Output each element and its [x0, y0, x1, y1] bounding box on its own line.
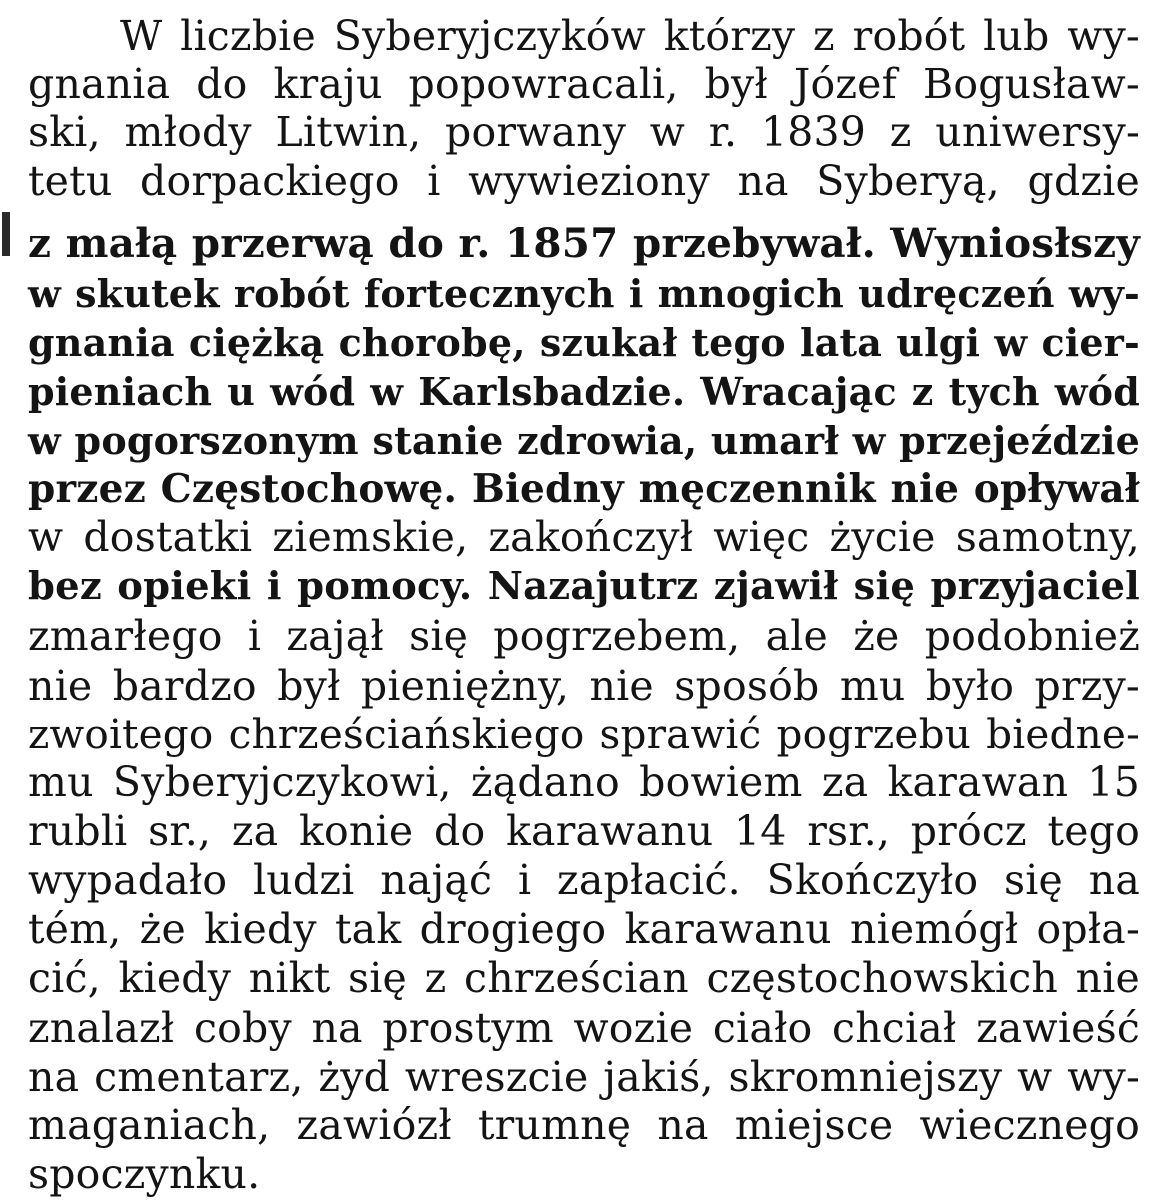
text-line-22: na cmentarz, żyd wreszcie jakiś, skromniejszy w wy-	[28, 1053, 1140, 1101]
text-line-5: z małą przerwą do r. 1857 przebywał. Wyniosłszy	[28, 219, 1140, 267]
text-line-19: tém, że kiedy tak drogiego karawanu niemógł opła-	[28, 905, 1140, 953]
text-line-6: w skutek robót fortecznych i mnogich udręczeń wy-	[28, 271, 1140, 316]
text-line-18: wypadało ludzi nająć i zapłacić. Skończyło się na	[28, 856, 1140, 904]
margin-scan-mark	[2, 212, 10, 256]
text-line-11: w dostatki ziemskie, zakończył więc życie samotny,	[28, 513, 1140, 561]
text-line-1: W liczbie Syberyjczyków którzy z robót lub wy-	[120, 12, 1140, 60]
cropped-next-line-fragment	[300, 1188, 1000, 1197]
text-line-9: w pogorszonym stanie zdrowia, umarł w przejeździe	[28, 418, 1140, 463]
text-line-24: spoczynku.	[28, 1150, 261, 1198]
text-line-2: gnania do kraju popowracali, był Józef Bogusław-	[28, 60, 1140, 108]
text-line-4: tetu dorpackiego i wywieziony na Syberyą, gdzie	[28, 157, 1140, 205]
text-line-15: zwoitego chrześciańskiego sprawić pogrzebu biedne-	[28, 710, 1140, 758]
text-line-17: rubli sr., za konie do karawanu 14 rsr., prócz tego	[28, 807, 1140, 855]
text-line-21: znalazł coby na prostym wozie ciało chciał zawieść	[28, 1004, 1140, 1052]
text-line-10: przez Częstochowę. Biedny męczennik nie opływał	[28, 466, 1140, 512]
newspaper-article	[28, 8, 1140, 1198]
text-line-23: maganiach, zawiózł trumnę na miejsce wiecznego	[28, 1101, 1140, 1149]
text-line-7: gnania ciężką chorobę, szukał tego lata ulgi w cier-	[28, 320, 1140, 365]
text-line-8: pieniach u wód w Karlsbadzie. Wracając z tych wód	[28, 369, 1140, 414]
text-line-13: zmarłego i zajął się pogrzebem, ale że podobnież	[28, 612, 1140, 660]
text-line-12: bez opieki i pomocy. Nazajutrz zjawił się przyjaciel	[28, 564, 1140, 609]
text-line-14: nie bardzo był pieniężny, nie sposób mu było przy-	[28, 662, 1140, 710]
text-line-3: ski, młody Litwin, porwany w r. 1839 z uniwersy-	[28, 108, 1140, 156]
text-line-20: cić, kiedy nikt się z chrześcian częstochowskich nie	[28, 954, 1140, 1002]
text-line-16: mu Syberyjczykowi, żądano bowiem za karawan 15	[28, 758, 1140, 806]
